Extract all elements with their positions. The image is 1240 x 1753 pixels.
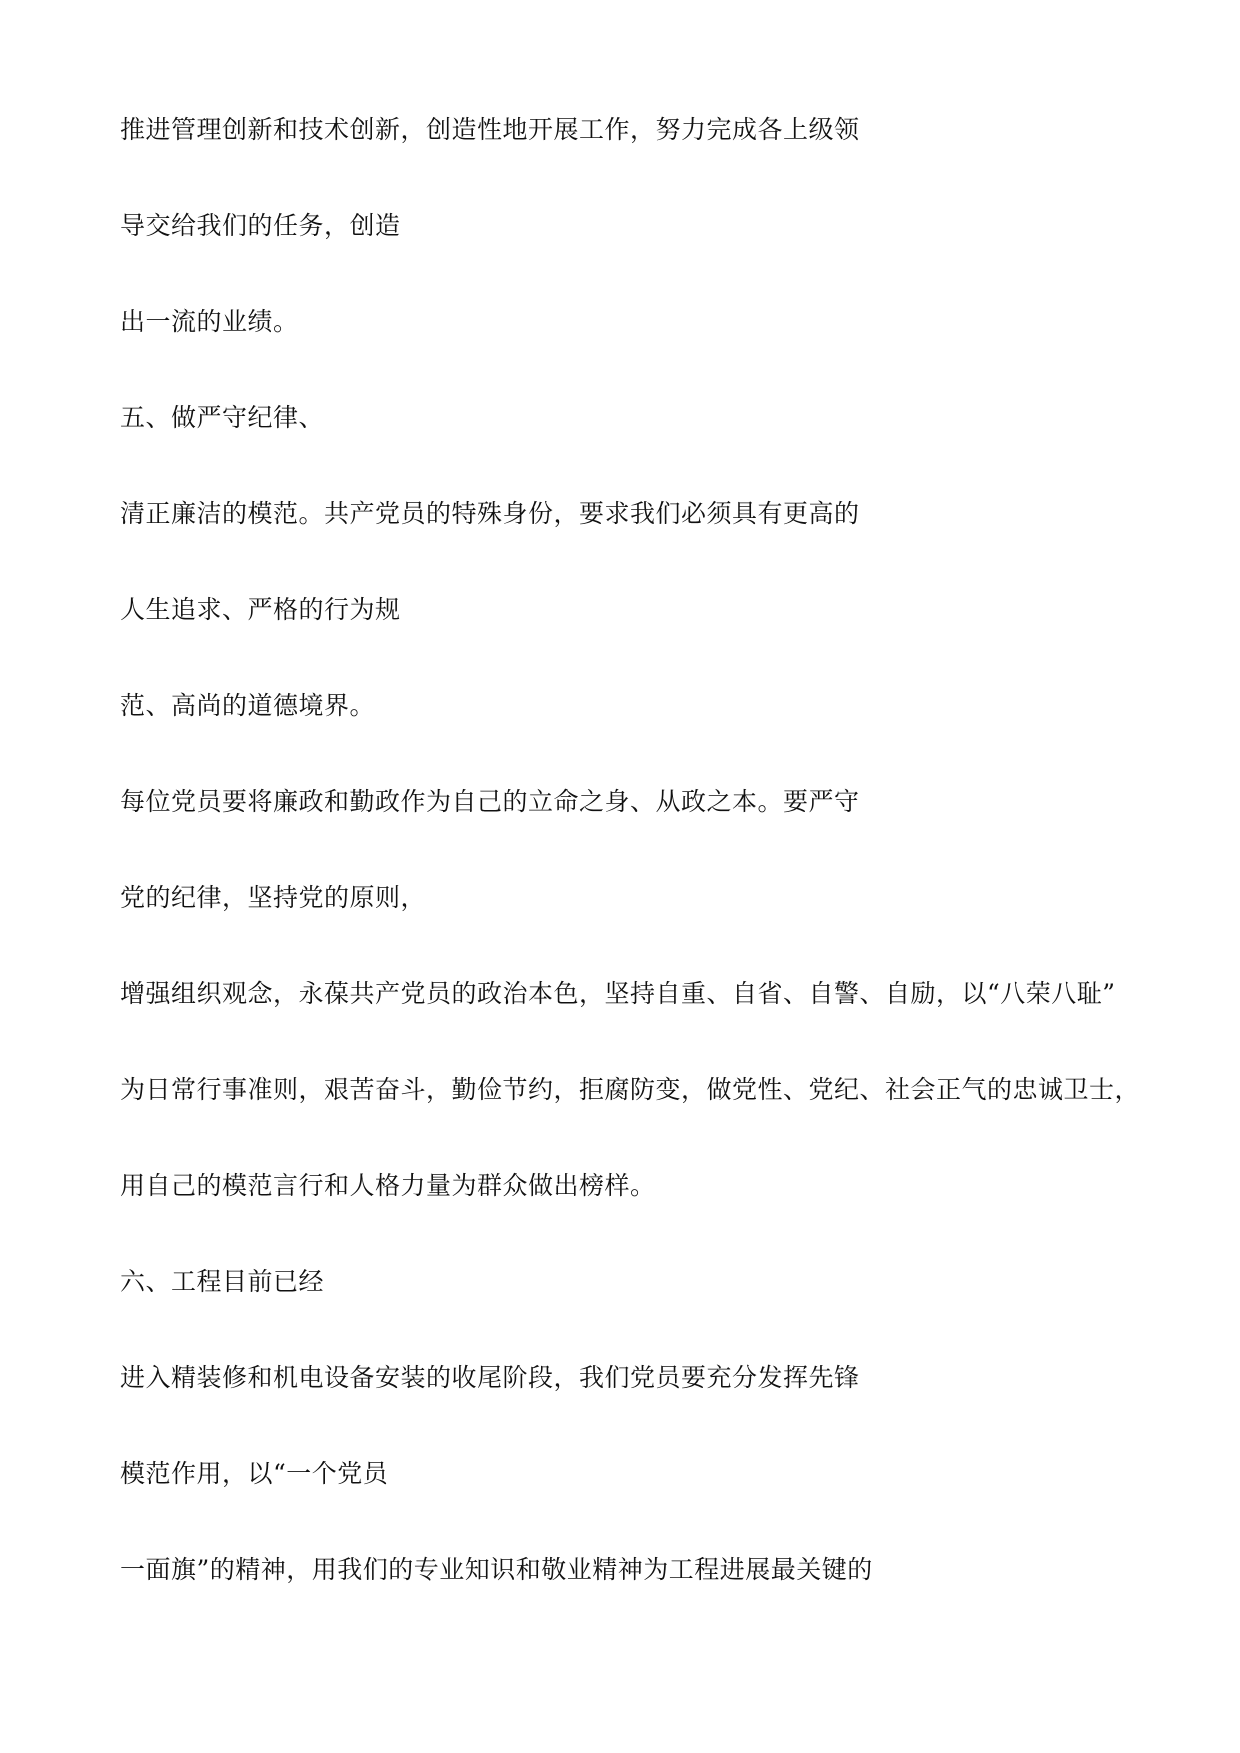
text-line: 进入精装修和机电设备安装的收尾阶段，我们党员要充分发挥先锋 <box>120 1363 860 1392</box>
text-line: 增强组织观念，永葆共产党员的政治本色，坚持自重、自省、自警、自励，以“八荣八耻” <box>120 979 1116 1008</box>
text-line: 出一流的业绩。 <box>120 307 299 336</box>
text-line: 推进管理创新和技术创新，创造性地开展工作，努力完成各上级领 <box>120 115 860 144</box>
text-line: 导交给我们的任务，创造 <box>120 211 401 240</box>
text-line: 模范作用，以“一个党员 <box>120 1459 389 1488</box>
text-line: 一面旗”的精神，用我们的专业知识和敬业精神为工程进展最关键的 <box>120 1555 873 1584</box>
text-line: 每位党员要将廉政和勤政作为自己的立命之身、从政之本。要严守 <box>120 787 860 816</box>
text-line: 党的纪律，坚持党的原则， <box>120 883 427 912</box>
text-line: 为日常行事准则，艰苦奋斗，勤俭节约，拒腐防变，做党性、党纪、社会正气的忠诚卫士， <box>120 1075 1141 1104</box>
text-line: 范、高尚的道德境界。 <box>120 691 376 720</box>
section-heading: 五、做严守纪律、 <box>120 403 325 432</box>
text-line: 清正廉洁的模范。共产党员的特殊身份，要求我们必须具有更高的 <box>120 499 860 528</box>
text-line: 人生追求、严格的行为规 <box>120 595 401 624</box>
text-line: 用自己的模范言行和人格力量为群众做出榜样。 <box>120 1171 656 1200</box>
section-heading: 六、工程目前已经 <box>120 1267 325 1296</box>
